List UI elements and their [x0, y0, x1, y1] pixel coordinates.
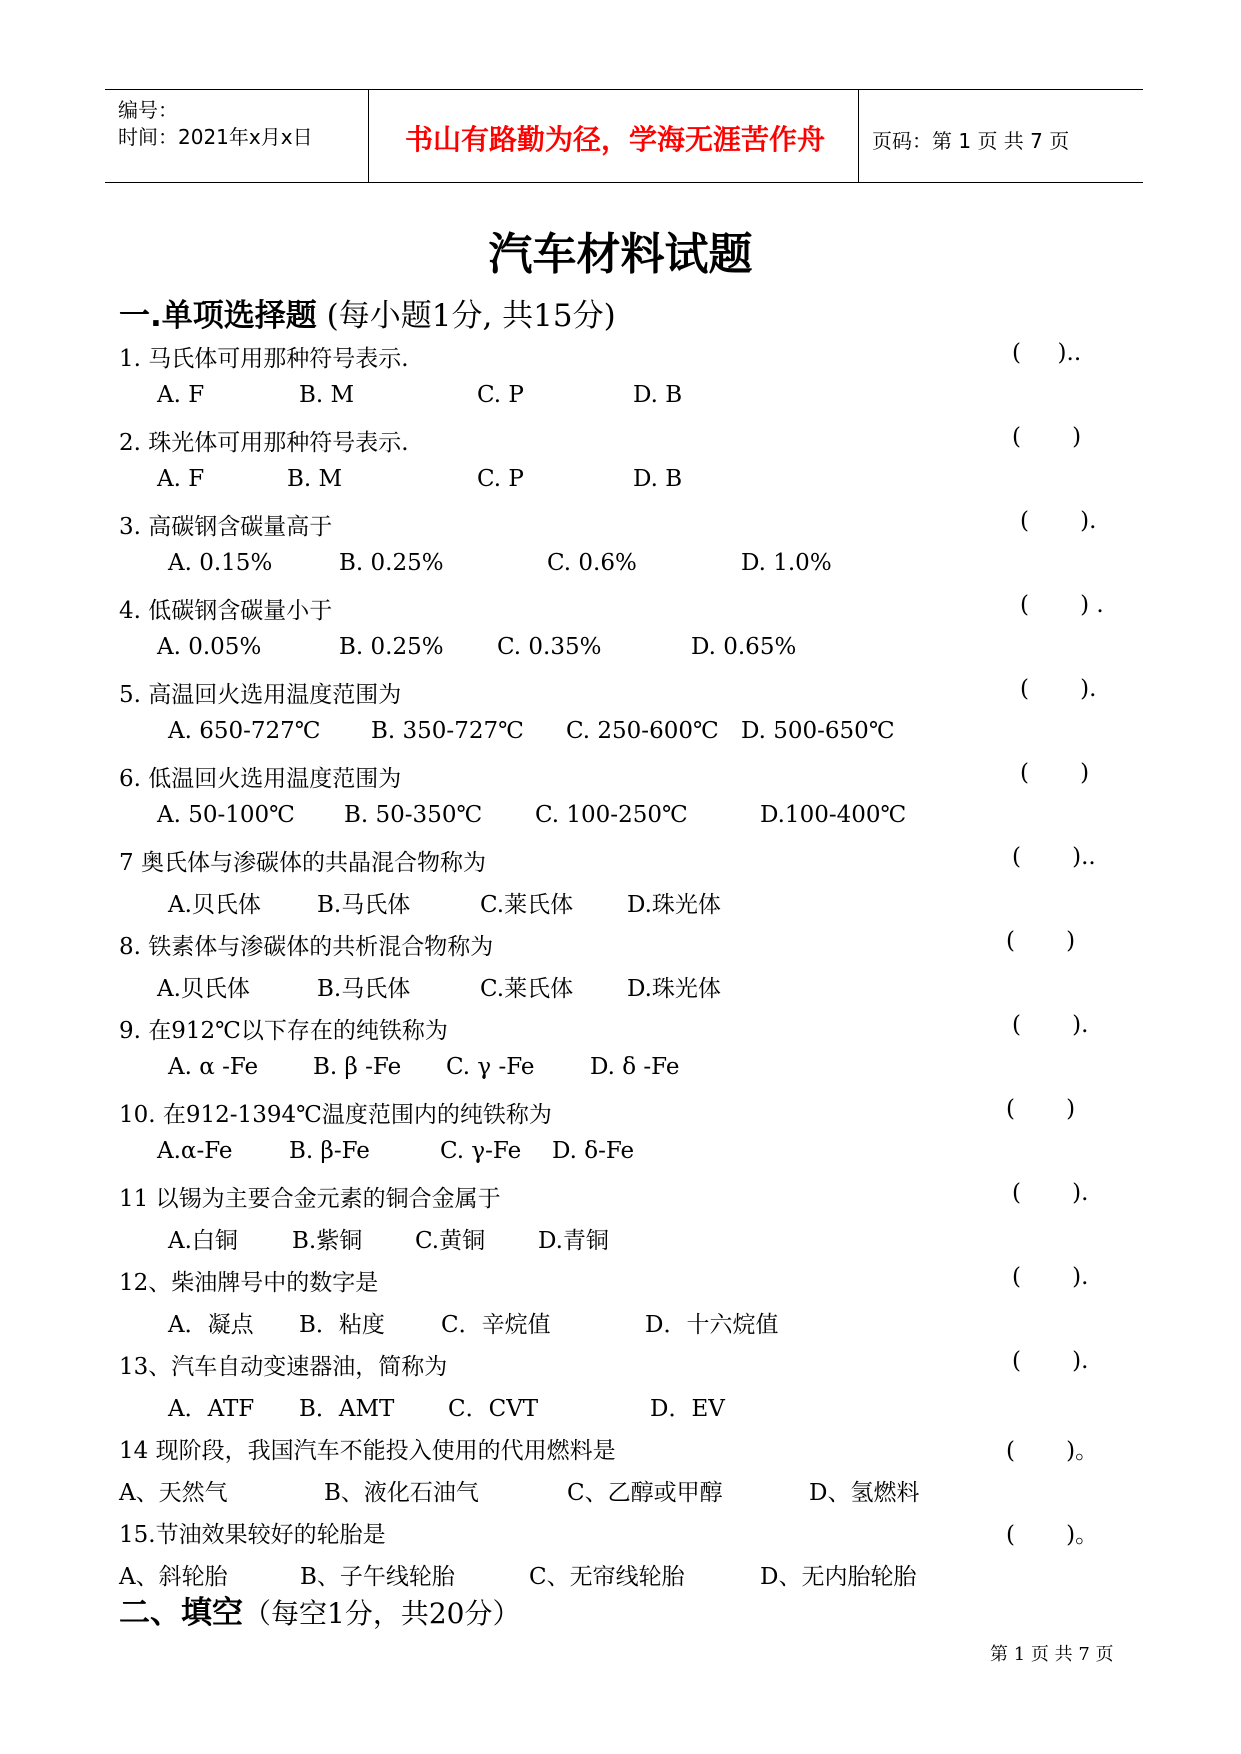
answer-option: C、无帘线轮胎 — [529, 1564, 685, 1590]
question-text: 3. 高碳钢含碳量高于 — [119, 514, 333, 540]
answer-option: B．粘度 — [299, 1312, 385, 1338]
answer-option: B. 0.25% — [339, 634, 444, 660]
answer-option: A. 0.15% — [168, 550, 273, 576]
answer-blank: ( ) — [1012, 424, 1082, 450]
answer-blank: ( ) — [1006, 928, 1076, 954]
answer-option: D. δ-Fe — [552, 1138, 635, 1164]
answer-option: B. 350-727℃ — [371, 718, 524, 744]
answer-option: C、乙醇或甲醇 — [567, 1480, 723, 1506]
answer-option: B. 0.25% — [339, 550, 444, 576]
answer-option: D. 500-650℃ — [741, 718, 895, 744]
answer-option: A. 650-727℃ — [168, 718, 321, 744]
question-text: 10. 在912-1394℃温度范围内的纯铁称为 — [119, 1102, 552, 1128]
question-text: 9. 在912℃以下存在的纯铁称为 — [119, 1018, 448, 1044]
answer-option: A、天然气 — [119, 1480, 228, 1506]
question-text: 14 现阶段，我国汽车不能投入使用的代用燃料是 — [119, 1438, 616, 1464]
question-text: 7 奥氏体与渗碳体的共晶混合物称为 — [119, 850, 486, 876]
header-bottom-rule — [105, 182, 1143, 183]
answer-option: A. 0.05% — [157, 634, 262, 660]
answer-option: C.黄铜 — [415, 1228, 486, 1254]
answer-option: A.白铜 — [168, 1228, 238, 1254]
question-text: 4. 低碳钢含碳量小于 — [119, 598, 333, 624]
section-heading-choice-label: 一.单项选择题 — [119, 298, 317, 334]
answer-option: C. 0.6% — [547, 550, 637, 576]
answer-option: A．凝点 — [168, 1312, 254, 1338]
answer-option: A. 50-100℃ — [157, 802, 295, 828]
answer-option: C. 250-600℃ — [566, 718, 719, 744]
answer-option: D. B — [633, 382, 683, 408]
answer-option: A、斜轮胎 — [119, 1564, 228, 1590]
answer-blank: ( ) . — [1020, 592, 1104, 618]
answer-option: A.贝氏体 — [168, 892, 261, 918]
answer-option: C. γ-Fe — [440, 1138, 522, 1164]
answer-option: A．ATF — [168, 1396, 255, 1422]
answer-option: C. γ -Fe — [446, 1054, 535, 1080]
answer-option: B．AMT — [299, 1396, 395, 1422]
answer-option: C．辛烷值 — [441, 1312, 551, 1338]
answer-option: A. α -Fe — [168, 1054, 259, 1080]
question-text: 11 以锡为主要合金元素的铜合金属于 — [119, 1186, 501, 1212]
answer-option: D、无内胎轮胎 — [760, 1564, 917, 1590]
answer-blank: ( )。 — [1006, 1438, 1099, 1464]
page-footer: 第 1 页 共 7 页 — [990, 1644, 1114, 1665]
header-divider-left — [368, 90, 369, 183]
answer-option: B. 50-350℃ — [344, 802, 483, 828]
answer-option: B. β -Fe — [313, 1054, 402, 1080]
answer-option: B. M — [299, 382, 355, 408]
question-text: 12、柴油牌号中的数字是 — [119, 1270, 379, 1296]
question-text: 5. 高温回火选用温度范围为 — [119, 682, 402, 708]
question-text: 1. 马氏体可用那种符号表示. — [119, 346, 409, 372]
answer-option: B. β-Fe — [289, 1138, 370, 1164]
answer-option: C. P — [477, 382, 524, 408]
header-top-rule — [105, 89, 1143, 90]
answer-option: C. 0.35% — [497, 634, 602, 660]
answer-blank: ( ) — [1006, 1096, 1076, 1122]
answer-option: B.马氏体 — [317, 976, 411, 1002]
question-text: 2. 珠光体可用那种符号表示. — [119, 430, 409, 456]
page-title: 汽车材料试题 — [488, 229, 753, 280]
answer-option: B、子午线轮胎 — [300, 1564, 455, 1590]
section-heading-fill-label: 二、填空 — [119, 1595, 243, 1631]
doc-time-label: 时间：2021年x月x日 — [118, 125, 313, 149]
answer-option: D、氢燃料 — [809, 1480, 920, 1506]
question-text: 15.节油效果较好的轮胎是 — [119, 1522, 386, 1548]
answer-option: D.青铜 — [538, 1228, 609, 1254]
answer-option: C. 100-250℃ — [535, 802, 688, 828]
answer-option: C.莱氏体 — [480, 892, 574, 918]
answer-blank: ( ) — [1020, 760, 1090, 786]
answer-option: A. F — [157, 382, 205, 408]
section-heading-fill-note: （每空1分，共20分） — [243, 1597, 521, 1630]
answer-option: D. B — [633, 466, 683, 492]
answer-blank: ( ). — [1012, 1180, 1089, 1206]
section-heading-fill — [119, 1587, 520, 1632]
answer-option: D．EV — [650, 1396, 725, 1422]
question-text: 6. 低温回火选用温度范围为 — [119, 766, 402, 792]
answer-option: C．CVT — [448, 1396, 539, 1422]
answer-blank: ( ).. — [1012, 340, 1082, 366]
answer-option: D. 1.0% — [741, 550, 832, 576]
answer-option: A. F — [157, 466, 205, 492]
question-text: 8. 铁素体与渗碳体的共析混合物称为 — [119, 934, 494, 960]
answer-option: D. 0.65% — [691, 634, 797, 660]
answer-option: D．十六烷值 — [645, 1312, 779, 1338]
section-heading-choice — [119, 290, 616, 335]
answer-option: B.马氏体 — [317, 892, 411, 918]
answer-blank: ( ). — [1012, 1264, 1089, 1290]
answer-option: C.莱氏体 — [480, 976, 574, 1002]
answer-blank: ( ). — [1012, 1012, 1089, 1038]
answer-blank: ( ). — [1020, 676, 1097, 702]
question-text: 13、汽车自动变速器油，简称为 — [119, 1354, 448, 1380]
page-indicator: 页码：第 1 页 共 7 页 — [872, 129, 1070, 153]
answer-option: D.珠光体 — [627, 976, 721, 1002]
answer-option: A.贝氏体 — [157, 976, 250, 1002]
answer-blank: ( )。 — [1006, 1522, 1099, 1548]
answer-option: B.紫铜 — [292, 1228, 363, 1254]
answer-option: B、液化石油气 — [324, 1480, 479, 1506]
answer-blank: ( ). — [1020, 508, 1097, 534]
doc-number-label: 编号： — [118, 98, 178, 122]
answer-blank: ( ).. — [1012, 844, 1096, 870]
answer-option: A.α-Fe — [157, 1138, 233, 1164]
answer-option: D.珠光体 — [627, 892, 721, 918]
section-heading-choice-note: (每小题1分, 共15分) — [316, 298, 616, 334]
answer-option: D. δ -Fe — [590, 1054, 680, 1080]
answer-option: D.100-400℃ — [760, 802, 907, 828]
header-motto: 书山有路勤为径，学海无涯苦作舟 — [404, 123, 825, 156]
answer-blank: ( ). — [1012, 1348, 1089, 1374]
answer-option: B. M — [287, 466, 343, 492]
answer-option: C. P — [477, 466, 524, 492]
